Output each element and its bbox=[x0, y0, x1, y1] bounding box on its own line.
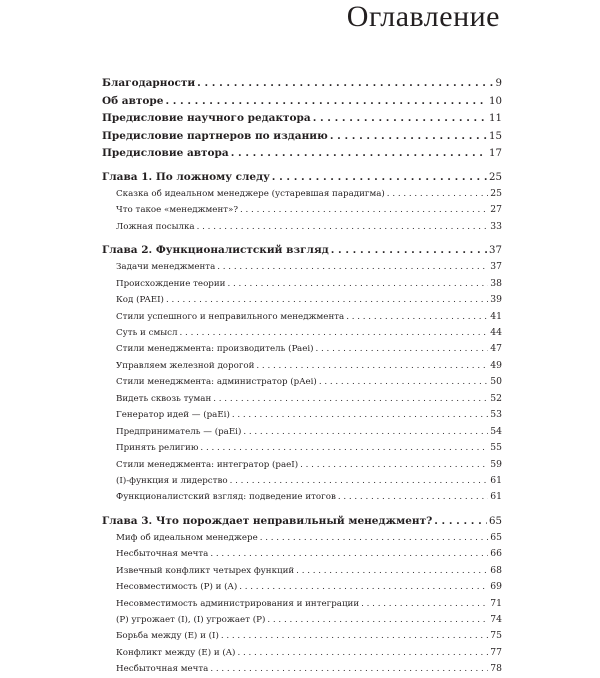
toc-entry-page: 17 bbox=[489, 148, 502, 160]
toc-entry-editor-preface[interactable] bbox=[102, 110, 502, 128]
toc-chapter-2[interactable] bbox=[102, 242, 502, 259]
toc-section[interactable] bbox=[102, 440, 502, 456]
toc-section-page: 68 bbox=[490, 564, 502, 576]
toc-entry-partners-preface[interactable] bbox=[102, 128, 502, 146]
toc-section-page: 38 bbox=[490, 277, 502, 289]
toc-section[interactable] bbox=[102, 358, 502, 374]
toc-section-page: 37 bbox=[490, 261, 502, 273]
toc-section[interactable] bbox=[102, 259, 502, 275]
toc-section-page: 25 bbox=[490, 187, 502, 199]
toc-section-title: Извечный конфликт четырех функций bbox=[116, 565, 295, 576]
toc-section-title: Борьба между (E) и (I) bbox=[116, 631, 219, 642]
toc-chapter-3[interactable] bbox=[102, 513, 502, 530]
toc-section-title: Что такое «менеджмент»? bbox=[116, 205, 239, 216]
dot-leader bbox=[272, 169, 487, 186]
toc-section-title: Код (PAEI) bbox=[116, 295, 164, 306]
toc-section[interactable] bbox=[102, 186, 502, 202]
toc-section-title: Генератор идей — (paEi) bbox=[116, 410, 230, 421]
toc-section-title: Сказка об идеальном менеджере (устаревшая парадигма) bbox=[116, 188, 385, 199]
toc-section-title: Происхождение теории bbox=[116, 278, 226, 289]
table-of-contents bbox=[102, 75, 502, 678]
toc-section-page: 41 bbox=[490, 310, 502, 322]
dot-leader bbox=[166, 292, 488, 308]
dot-leader bbox=[361, 596, 488, 612]
toc-chapter-title: Глава 3. Что порождает неправильный менеджмент? bbox=[102, 514, 433, 527]
toc-entry-page: 11 bbox=[489, 113, 502, 125]
toc-section-title: Стили успешного и неправильного менеджмента bbox=[116, 311, 345, 322]
toc-section-title: Несбыточная мечта bbox=[116, 549, 209, 560]
dot-leader bbox=[387, 186, 489, 202]
toc-section-page: 47 bbox=[490, 343, 502, 355]
dot-leader bbox=[232, 407, 488, 423]
toc-chapter-1[interactable] bbox=[102, 169, 502, 186]
dot-leader bbox=[319, 374, 488, 390]
toc-entry-title: Предисловие партнеров по изданию bbox=[102, 129, 328, 142]
toc-entry-title: Благодарности bbox=[102, 77, 196, 89]
toc-section[interactable] bbox=[102, 391, 502, 407]
toc-section[interactable] bbox=[102, 457, 502, 473]
dot-leader bbox=[240, 202, 488, 218]
dot-leader bbox=[165, 93, 487, 111]
toc-section-page: 61 bbox=[490, 474, 502, 486]
toc-section-title: Стили менеджмента: администратор (pAei) bbox=[116, 377, 317, 388]
toc-section-page: 75 bbox=[490, 630, 502, 642]
toc-section-page: 52 bbox=[490, 392, 502, 404]
toc-section-page: 39 bbox=[490, 294, 502, 306]
toc-section-title: (I)-функция и лидерство bbox=[116, 475, 228, 486]
dot-leader bbox=[213, 391, 488, 407]
toc-section-page: 50 bbox=[490, 376, 502, 388]
toc-section[interactable] bbox=[102, 546, 502, 562]
toc-section-title: Стили менеджмента: производитель (Paei) bbox=[116, 344, 314, 355]
toc-section[interactable] bbox=[102, 645, 502, 661]
toc-section-title: Видеть сквозь туман bbox=[116, 393, 212, 404]
toc-section-title: Задачи менеджмента bbox=[116, 262, 216, 273]
toc-section-page: 77 bbox=[490, 646, 502, 658]
dot-leader bbox=[338, 489, 488, 505]
dot-leader bbox=[300, 457, 488, 473]
toc-entry-title: Об авторе bbox=[102, 94, 164, 107]
toc-section-page: 78 bbox=[490, 663, 502, 675]
toc-section-page: 71 bbox=[490, 597, 502, 609]
toc-section-title: (P) угрожает (I), (I) угрожает (P) bbox=[116, 615, 266, 626]
dot-leader bbox=[180, 325, 489, 341]
dot-leader bbox=[243, 424, 488, 440]
toc-section-page: 27 bbox=[490, 204, 502, 216]
toc-section-title: Стили менеджмента: интегратор (paeI) bbox=[116, 459, 299, 470]
toc-section[interactable] bbox=[102, 374, 502, 390]
toc-entry-page: 15 bbox=[489, 130, 502, 142]
dot-leader bbox=[296, 563, 488, 579]
toc-section[interactable] bbox=[102, 292, 502, 308]
toc-chapter-page: 25 bbox=[489, 171, 502, 183]
toc-section-title: Ложная посылка bbox=[116, 221, 195, 232]
toc-section-title: Несовместимость администрирования и интеграции bbox=[116, 598, 360, 609]
dot-leader bbox=[313, 110, 487, 128]
toc-section[interactable] bbox=[102, 530, 502, 546]
dot-leader bbox=[197, 75, 493, 93]
dot-leader bbox=[256, 358, 488, 374]
dot-leader bbox=[330, 128, 487, 146]
toc-section-title: Миф об идеальном менеджере bbox=[116, 532, 258, 543]
toc-entry-page: 10 bbox=[489, 95, 502, 107]
dot-leader bbox=[221, 628, 488, 644]
toc-section-page: 55 bbox=[490, 442, 502, 454]
toc-entry-acknowledgements[interactable] bbox=[102, 75, 502, 93]
toc-section-title: Принять религию bbox=[116, 443, 199, 454]
toc-section-page: 66 bbox=[490, 548, 502, 560]
dot-leader bbox=[331, 242, 487, 259]
toc-section-page: 69 bbox=[490, 581, 502, 593]
toc-section[interactable] bbox=[102, 341, 502, 357]
toc-section-page: 59 bbox=[490, 458, 502, 470]
toc-chapter-page: 37 bbox=[489, 245, 502, 257]
toc-section[interactable] bbox=[102, 628, 502, 644]
toc-section-title: Конфликт между (E) и (A) bbox=[116, 647, 236, 658]
toc-entry-author-preface[interactable] bbox=[102, 145, 502, 163]
toc-section-page: 44 bbox=[490, 327, 502, 339]
toc-section[interactable] bbox=[102, 612, 502, 628]
toc-section-title: Управляем железной дорогой bbox=[116, 360, 255, 371]
dot-leader bbox=[230, 473, 489, 489]
toc-section[interactable] bbox=[102, 579, 502, 595]
toc-entry-page: 9 bbox=[495, 78, 502, 89]
toc-section[interactable] bbox=[102, 309, 502, 325]
toc-entry-about-author[interactable] bbox=[102, 93, 502, 111]
toc-section[interactable] bbox=[102, 661, 502, 677]
dot-leader bbox=[434, 513, 487, 530]
toc-section[interactable] bbox=[102, 276, 502, 292]
toc-section-page: 74 bbox=[490, 614, 502, 626]
toc-section[interactable] bbox=[102, 325, 502, 341]
toc-section-page: 65 bbox=[490, 531, 502, 543]
dot-leader bbox=[267, 612, 488, 628]
toc-section-page: 49 bbox=[490, 359, 502, 371]
toc-section[interactable] bbox=[102, 473, 502, 489]
toc-chapter-title: Глава 2. Функционалистский взгляд bbox=[102, 244, 329, 257]
dot-leader bbox=[239, 579, 488, 595]
dot-leader bbox=[210, 546, 488, 562]
dot-leader bbox=[210, 661, 488, 677]
dot-leader bbox=[217, 259, 488, 275]
dot-leader bbox=[346, 309, 488, 325]
dot-leader bbox=[237, 645, 488, 661]
dot-leader bbox=[197, 219, 489, 235]
toc-section-title: Несбыточная мечта bbox=[116, 664, 209, 675]
toc-entry-title: Предисловие автора bbox=[102, 147, 229, 160]
toc-section[interactable] bbox=[102, 407, 502, 423]
dot-leader bbox=[316, 341, 489, 357]
toc-section-title: Суть и смысл bbox=[116, 328, 178, 339]
toc-chapter-page: 65 bbox=[489, 515, 502, 527]
toc-section-title: Предприниматель — (paEi) bbox=[116, 426, 242, 437]
toc-section[interactable] bbox=[102, 489, 502, 505]
toc-section[interactable] bbox=[102, 563, 502, 579]
dot-leader bbox=[231, 145, 487, 163]
toc-section-page: 54 bbox=[490, 425, 502, 437]
dot-leader bbox=[200, 440, 488, 456]
toc-section-page: 33 bbox=[490, 220, 502, 232]
dot-leader bbox=[260, 530, 489, 546]
toc-section[interactable] bbox=[102, 424, 502, 440]
toc-section-page: 53 bbox=[490, 409, 502, 421]
toc-section[interactable] bbox=[102, 219, 502, 235]
page-title: Оглавление bbox=[346, 0, 500, 33]
toc-section[interactable] bbox=[102, 596, 502, 612]
toc-entry-title: Предисловие научного редактора bbox=[102, 112, 311, 125]
toc-section[interactable] bbox=[102, 202, 502, 218]
toc-section-title: Несовместимость (P) и (A) bbox=[116, 582, 238, 593]
dot-leader bbox=[227, 276, 488, 292]
toc-section-title: Функционалистский взгляд: подведение итогов bbox=[116, 492, 336, 503]
toc-section-page: 61 bbox=[490, 491, 502, 503]
toc-chapter-title: Глава 1. По ложному следу bbox=[102, 170, 270, 183]
